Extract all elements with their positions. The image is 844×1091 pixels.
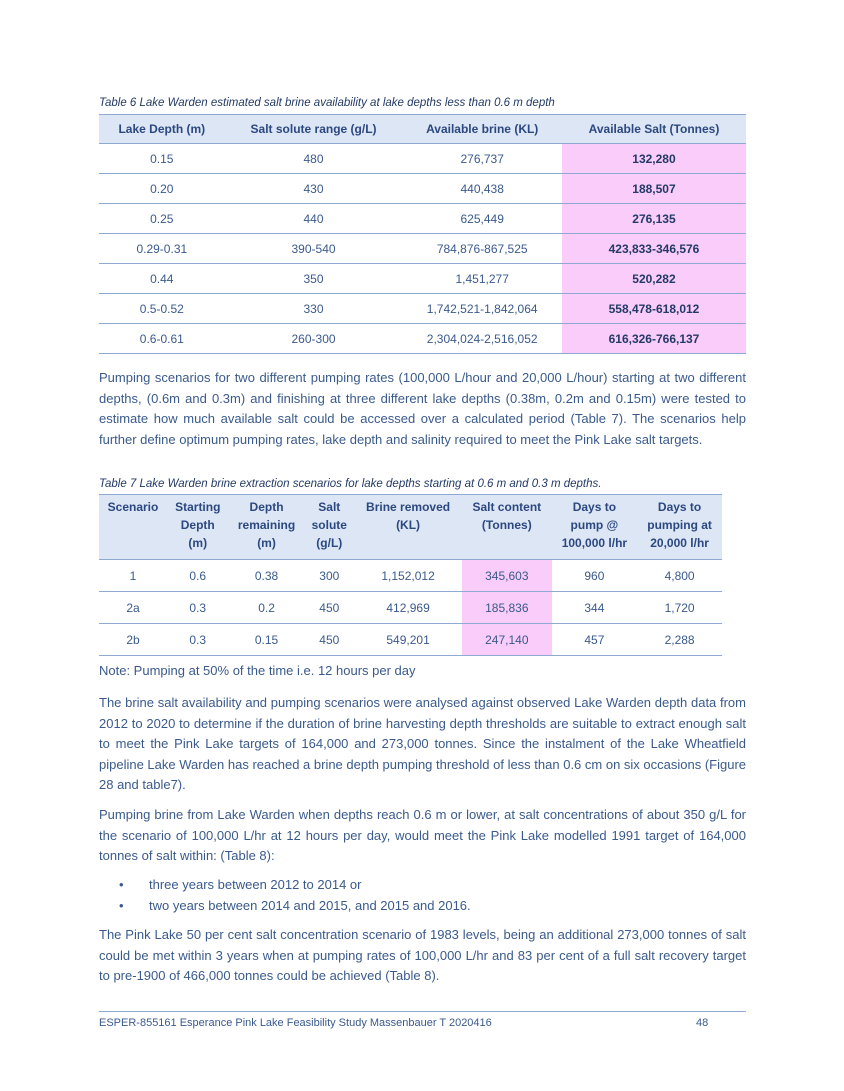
header-line: Days to <box>657 500 702 514</box>
table-cell: 2b <box>99 624 167 656</box>
header-line: 100,000 l/hr <box>561 536 628 550</box>
header-line: pumping at <box>647 518 712 532</box>
header-line: (KL) <box>396 518 421 532</box>
table-row <box>99 560 722 592</box>
table-cell: 625,449 <box>402 204 562 234</box>
header-line: Salt content <box>472 500 542 514</box>
header-line: remaining <box>237 518 296 532</box>
column-header <box>99 495 167 560</box>
column-header: Available brine (KL) <box>402 115 562 144</box>
table-cell: 350 <box>225 264 403 294</box>
table-cell: 0.3 <box>167 624 229 656</box>
header-line: Salt <box>318 500 341 514</box>
available-salt-cell: 520,282 <box>562 264 746 294</box>
paragraph-target-1991: Pumping brine from Lake Warden when depths reach 0.6 m or lower, at salt concentrations of about 350 g/L for the scenario of 100,000 L/hr at 12 hours per day, would meet the Pink Lake modelled 1991 target of 164,000 tonnes of salt within: (Table 8): <box>99 807 746 863</box>
column-header: Salt solute range (g/L) <box>225 115 403 144</box>
table-header-row <box>99 115 746 144</box>
table-cell: 480 <box>225 144 403 174</box>
column-header <box>229 495 305 560</box>
table-cell: 1,152,012 <box>354 560 462 592</box>
header-line: Starting <box>175 500 221 514</box>
column-header: Lake Depth (m) <box>99 115 225 144</box>
table-cell: 0.2 <box>229 592 305 624</box>
bullet-icon: • <box>119 898 124 913</box>
table-header-row <box>99 495 722 560</box>
table-row <box>99 144 746 174</box>
table-cell: 0.38 <box>229 560 305 592</box>
column-header <box>637 495 722 560</box>
table-cell: 260-300 <box>225 324 403 354</box>
table-row <box>99 234 746 264</box>
paragraph-depth-analysis: The brine salt availability and pumping scenarios were analysed against observed Lake Warden depth data from 2012 to 2020 to determine if the duration of brine harvesting depth thresholds are suitable to extract enough salt to meet the Pink Lake targets of 164,000 and 273,000 tonnes. Since the instalment of the Lake Wheatfield pipeline Lake Warden has reached a brine depth pumping threshold of less than 0.6 cm on six occasions (Figure 28 and table7). <box>99 695 747 792</box>
header-line: (m) <box>188 536 208 550</box>
column-header <box>462 495 552 560</box>
paragraph-pumping-scenarios: Pumping scenarios for two different pumping rates (100,000 L/hour and 20,000 L/hour) starting at two different depths, (0.6m and 0.3m) and finishing at three different lake depths (0.38m, 0.2m and 0.15m) were tested to estimate how much available salt could be accessed over a calculated period (Table 7). The scenarios help further define optimum pumping rates, lake depth and salinity required to meet the Pink Lake salt targets. <box>99 370 746 447</box>
table-cell: 457 <box>552 624 638 656</box>
table-cell: 549,201 <box>354 624 462 656</box>
available-salt-cell: 423,833-346,576 <box>562 234 746 264</box>
table-cell: 1,451,277 <box>402 264 562 294</box>
footer-divider <box>99 1011 746 1012</box>
table-row <box>99 264 746 294</box>
table-cell: 784,876-867,525 <box>402 234 562 264</box>
list-item <box>99 874 471 895</box>
pumping-note: Note: Pumping at 50% of the time i.e. 12 hours per day <box>99 663 416 678</box>
salt-content-cell: 345,603 <box>462 560 552 592</box>
table-cell: 0.44 <box>99 264 225 294</box>
table-cell: 344 <box>552 592 638 624</box>
table-cell: 0.25 <box>99 204 225 234</box>
extraction-scenarios-table <box>99 494 722 656</box>
table7-caption: Table 7 Lake Warden brine extraction scenarios for lake depths starting at 0.6 m and 0.3 m depths. <box>99 478 602 490</box>
footer-document-id: ESPER-855161 Esperance Pink Lake Feasibility Study Massenbauer T 2020416 <box>99 1017 492 1029</box>
bullet-list <box>99 874 471 916</box>
table-cell: 276,737 <box>402 144 562 174</box>
table-row <box>99 174 746 204</box>
table-cell: 0.29-0.31 <box>99 234 225 264</box>
list-item-text: three years between 2012 to 2014 or <box>149 877 362 892</box>
header-line: solute <box>311 518 347 532</box>
table-cell: 450 <box>305 624 355 656</box>
header-line: 20,000 l/hr <box>650 536 709 550</box>
table-row <box>99 324 746 354</box>
table-cell: 440 <box>225 204 403 234</box>
column-header <box>354 495 462 560</box>
table-cell: 1 <box>99 560 167 592</box>
salt-content-cell: 185,836 <box>462 592 552 624</box>
header-line: Days to <box>572 500 617 514</box>
available-salt-cell: 188,507 <box>562 174 746 204</box>
table-cell: 1,742,521-1,842,064 <box>402 294 562 324</box>
salt-content-cell: 247,140 <box>462 624 552 656</box>
table-cell: 1,720 <box>637 592 722 624</box>
table-row <box>99 592 722 624</box>
header-line: Scenario <box>107 500 159 514</box>
table-cell: 4,800 <box>637 560 722 592</box>
page-number: 48 <box>696 1017 709 1029</box>
table-cell: 300 <box>305 560 355 592</box>
table-cell: 440,438 <box>402 174 562 204</box>
table-row <box>99 204 746 234</box>
table-cell: 0.6-0.61 <box>99 324 225 354</box>
header-line: Depth <box>249 500 284 514</box>
header-line: Depth <box>180 518 215 532</box>
available-salt-cell: 558,478-618,012 <box>562 294 746 324</box>
bullet-icon: • <box>119 877 124 892</box>
table-row <box>99 294 746 324</box>
table-cell: 2,304,024-2,516,052 <box>402 324 562 354</box>
available-salt-cell: 616,326-766,137 <box>562 324 746 354</box>
column-header: Available Salt (Tonnes) <box>562 115 746 144</box>
header-line: (g/L) <box>316 536 343 550</box>
table-row <box>99 624 722 656</box>
table-cell: 0.5-0.52 <box>99 294 225 324</box>
column-header <box>552 495 638 560</box>
table-cell: 0.15 <box>99 144 225 174</box>
column-header <box>167 495 229 560</box>
table-cell: 330 <box>225 294 403 324</box>
table-cell: 390-540 <box>225 234 403 264</box>
table-cell: 430 <box>225 174 403 204</box>
table-cell: 0.20 <box>99 174 225 204</box>
available-salt-cell: 276,135 <box>562 204 746 234</box>
header-line: pump @ <box>570 518 619 532</box>
list-item <box>99 895 471 916</box>
table-cell: 0.15 <box>229 624 305 656</box>
header-line: (Tonnes) <box>481 518 532 532</box>
header-line: (m) <box>257 536 276 550</box>
available-salt-cell: 132,280 <box>562 144 746 174</box>
table-cell: 0.3 <box>167 592 229 624</box>
table-cell: 450 <box>305 592 355 624</box>
table-cell: 0.6 <box>167 560 229 592</box>
table-cell: 2a <box>99 592 167 624</box>
table-cell: 412,969 <box>354 592 462 624</box>
header-line: Brine removed <box>366 500 451 514</box>
table6-caption: Table 6 Lake Warden estimated salt brine availability at lake depths less than 0.6 m depth <box>99 97 555 109</box>
list-item-text: two years between 2014 and 2015, and 2015 and 2016. <box>149 898 471 913</box>
salt-availability-table <box>99 114 746 354</box>
table-cell: 2,288 <box>637 624 722 656</box>
column-header <box>305 495 355 560</box>
table-cell: 960 <box>552 560 638 592</box>
paragraph-1983-scenario: The Pink Lake 50 per cent salt concentration scenario of 1983 levels, being an additional 273,000 tonnes of salt could be met within 3 years when at pumping rates of 100,000 L/hr and 83 per cent of a full salt recovery target to pre-1900 of 466,000 tonnes could be achieved (Table 8). <box>99 927 746 983</box>
